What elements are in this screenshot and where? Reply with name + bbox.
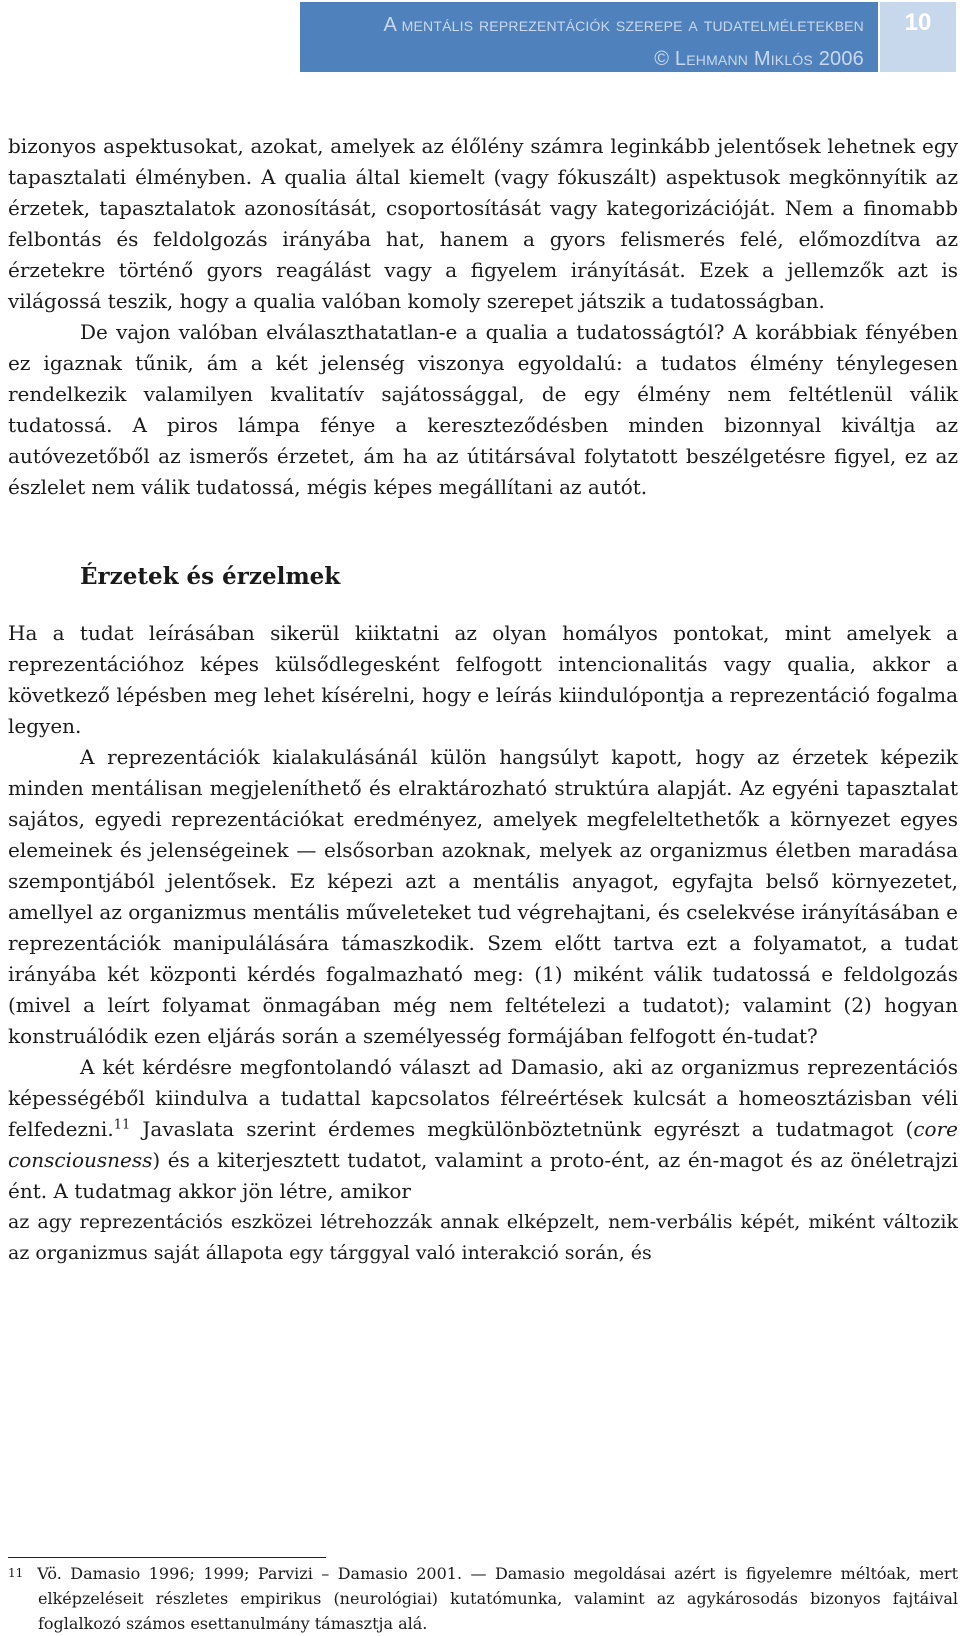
page-header — [0, 0, 960, 80]
paragraph-3: Ha a tudat leírásában sikerül kiiktatni az olyan homályos pontokat, mint amelyek a reprezentációhoz képes külsődlegesként felfogott intencionalitás vagy qualia, akkor a következő lépésben meg lehet kísérelni, hogy e leírás kiindulópontja a reprezentáció fogalma legyen. — [8, 621, 958, 738]
paragraph-1: bizonyos aspektusokat, azokat, amelyek az élőlény számra leginkább jelentősek lehetnek egy tapasztalati élményben. A qualia által kiemelt (vagy fókuszált) aspektusok megkönnyítik az érzetek, tapasztalatok azonosítását, csoportosítását vagy kategorizációját. Nem a finomabb felbontás és feldolgozás irányába hat, hanem a gyors felismerés felé, előmozdítva az érzetekre történő gyors reagálást vagy a figyelem irányítását. Ezek a jellemzők azt is világossá teszik, hogy a qualia valóban komoly szerepet játszik a tudatosságban. — [8, 134, 958, 313]
header-text — [383, 8, 864, 76]
footnote — [8, 1561, 958, 1636]
paragraph-5-emphasis: core consciousness — [8, 1117, 958, 1172]
paragraph-5-part-b: Javaslata szerint érdemes megkülönböztetnünk egyrészt a tudatmagot ( — [130, 1117, 914, 1141]
page-number: 10 — [880, 2, 956, 72]
paragraph-5 — [8, 1052, 958, 1207]
section-heading: Érzetek és érzelmek — [80, 563, 341, 590]
running-author: © Lehmann Miklós 2006 — [654, 48, 864, 70]
paragraph-2: De vajon valóban elválaszthatatlan-e a qualia a tudatosságtól? A korábbiak fényében ez igaznak tűnik, ám a két jelenség viszonya egyoldalú: a tudatos élmény ténylegesen rendelkezik valamilyen kvalitatív sajátossággal, de egy élmény nem feltétlenül válik tudatossá. A piros lámpa fénye a kereszteződésben minden bizonnyal kiváltja az autóvezetőből az ismerős érzetet, ám ha az útitársával folytatott beszélgetésre figyel, ez az észlelet nem válik tudatossá, mégis képes megállítani az autót. — [8, 320, 958, 499]
paragraph-5-part-a: A két kérdésre megfontolandó választ ad Damasio, aki az organizmus reprezentációs képességéből kiindulva a tudattal kapcsolatos félreértések kulcsát a homeosztázisban véli felfedezni. — [8, 1055, 958, 1141]
paragraph-5-part-c: ) és a kiterjesztett tudatot, valamint a proto-ént, az én-magot és az önéletrajzi ént. A tudatmag akkor jön létre, amikor — [8, 1148, 958, 1203]
footnote-reference[interactable]: 11 — [113, 1117, 131, 1133]
block-quote: az agy reprezentációs eszközei létrehozzák annak elképzelt, nem-verbális képét, miként változik az organizmus saját állapota egy tárggyal való interakció során, és — [8, 1211, 958, 1264]
running-title: A mentális reprezentációk szerepe a tudatelméletekben — [383, 14, 864, 36]
footnote-divider — [8, 1557, 326, 1558]
footnote-mark: 11 — [8, 1566, 24, 1580]
paragraph-4: A reprezentációk kialakulásánál külön hangsúlyt kapott, hogy az érzetek képezik minden mentálisan megjeleníthető és elraktározható struktúra alapját. Az egyéni tapasztalat sajátos, egyedi reprezentációkat eredményez, amelyek megfeleltethetők a környezet egyes elemeinek és jelenségeinek — elsősorban azoknak, melyek az organizmus életben maradása szempontjából jelentősek. Ez képezi azt a mentális anyagot, egyfajta belső környezetet, amellyel az organizmus mentális műveleteket tud végrehajtani, és cselekvése irányításában e reprezentációk manipulálására támaszkodik. Szem előtt tartva ezt a folyamatot, a tudat irányába két központi kérdés fogalmazható meg: (1) miként válik tudatossá e feldolgozás (mivel a leírt folyamat önmagában még nem feltételezi a tudatot); valamint (2) hogyan konstruálódik ezen eljárás során a személyesség formájában felfogott én-tudat? — [8, 745, 958, 1048]
main-text — [8, 131, 958, 1269]
footnote-text: Vö. Damasio 1996; 1999; Parvizi – Damasio 2001. — Damasio megoldásai azért is figyelemre méltóak, mert elképzeléseit részletes empirikus (neurológiai) kutatómunka, valamint az agykárosodás bizonyos fajtáival foglalkozó számos esettanulmány támasztja alá. — [37, 1564, 958, 1633]
